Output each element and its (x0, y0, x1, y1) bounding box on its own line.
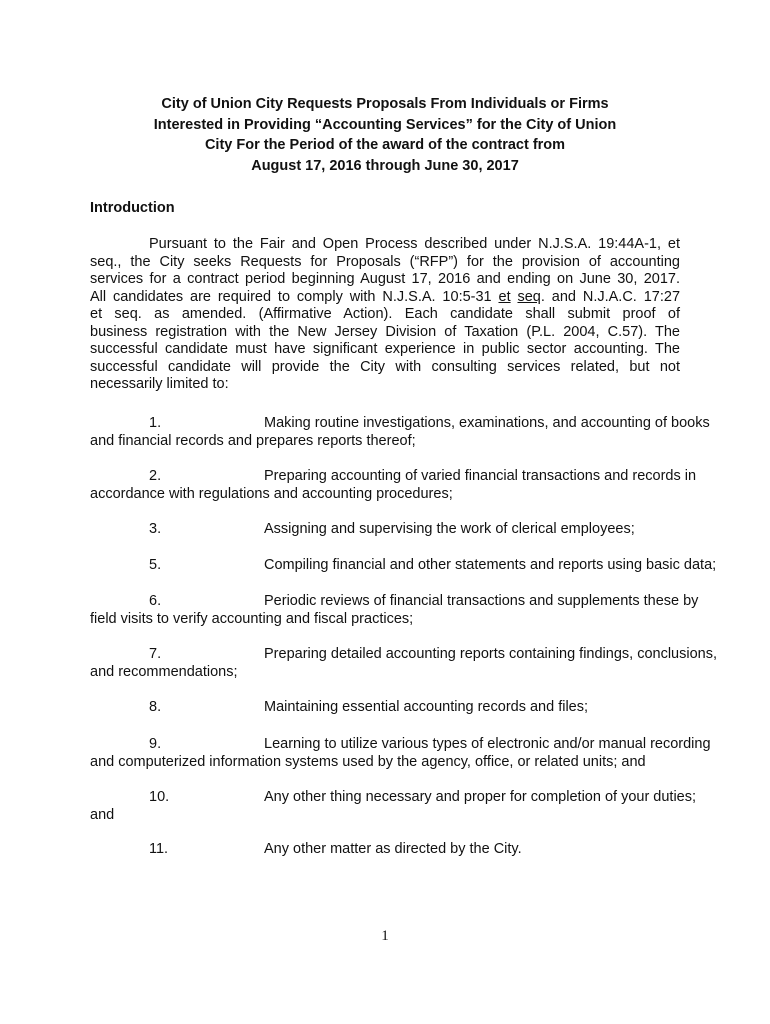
list-item-first-line (90, 699, 680, 717)
list-item-continuation: accordance with regulations and accounting procedures; (90, 485, 453, 502)
list-item (90, 593, 699, 628)
paragraph-line-citation (90, 289, 680, 307)
et-underlined: et (498, 288, 511, 305)
title-line-2: Interested in Providing “Accounting Services” for the City of Union (153, 116, 617, 133)
list-item-text: Making routine investigations, examinations, and accounting of books (264, 415, 710, 431)
list-item-continuation: field visits to verify accounting and fiscal practices; (90, 610, 414, 627)
list-item-number: 7. (149, 646, 162, 662)
title-line-1: City of Union City Requests Proposals From Individuals or Firms (161, 96, 609, 112)
list-item-number: 10. (149, 789, 170, 805)
list-item-number: 11. (149, 841, 169, 857)
list-item (90, 521, 680, 539)
page-number: 1 (381, 928, 389, 944)
title-line-3: City For the Period of the award of the contract from (204, 137, 566, 153)
list-item-first-line (90, 468, 697, 486)
list-item-first-line (90, 415, 710, 433)
list-item-number: 5. (149, 557, 162, 573)
list-item-number: 1. (149, 415, 162, 431)
list-item (90, 415, 710, 450)
citation-text: All candidates are required to comply with N.J.S.A. 10:5-31 (90, 288, 499, 305)
list-item (90, 557, 717, 575)
seq-underlined: seq (517, 288, 541, 305)
list-item-number: 8. (149, 699, 162, 715)
list-item (90, 736, 711, 771)
list-item-text: Assigning and supervising the work of clerical employees; (264, 521, 635, 537)
list-item-number: 9. (149, 736, 162, 752)
list-item-text: Preparing detailed accounting reports containing findings, conclusions, (264, 646, 718, 662)
paragraph-line: services for a contract period beginning August 17, 2016 and ending on June 30, 2017. (90, 271, 680, 287)
list-item-first-line (90, 521, 680, 539)
list-item-continuation: and financial records and prepares reports thereof; (90, 432, 416, 449)
paragraph-line: et seq. as amended. (Affirmative Action). Each candidate shall submit proof of (90, 306, 680, 322)
list-item-first-line (90, 646, 718, 664)
list-item-text: Any other thing necessary and proper for completion of your duties; (264, 789, 697, 805)
introduction-paragraph (90, 236, 680, 394)
list-item-first-line (90, 789, 697, 807)
paragraph-line: necessarily limited to: (90, 376, 229, 392)
list-item-number: 3. (149, 521, 162, 537)
list-item (90, 646, 718, 681)
list-item-text: Preparing accounting of varied financial transactions and records in (264, 468, 697, 484)
paragraph-line: successful candidate will provide the City with consulting services related, but not (90, 358, 680, 375)
list-item-continuation: and computerized information systems used by the agency, office, or related units; and (90, 753, 646, 770)
title-line-4: August 17, 2016 through June 30, 2017 (251, 157, 519, 174)
list-item (90, 468, 697, 503)
list-item-continuation: and (90, 806, 115, 823)
paragraph-line: seq., the City seeks Requests for Proposals (“RFP”) for the provision of accounting (90, 253, 680, 270)
list-item-text: Learning to utilize various types of electronic and/or manual recording (264, 736, 711, 752)
list-item-number: 2. (149, 468, 162, 484)
document-title (80, 94, 690, 176)
list-item-continuation: and recommendations; (90, 663, 238, 680)
list-item-first-line (90, 841, 680, 859)
list-item-text: Any other matter as directed by the City. (264, 841, 522, 857)
list-item (90, 841, 680, 859)
list-item-text: Compiling financial and other statements and reports using basic data; (264, 557, 717, 573)
section-heading-introduction: Introduction (90, 200, 175, 216)
paragraph-line: business registration with the New Jersey Division of Taxation (P.L. 2004, C.57). The (90, 323, 680, 340)
list-item (90, 789, 697, 824)
list-item-first-line (90, 557, 717, 575)
citation-tail: . and N.J.A.C. 17:27 (540, 288, 681, 305)
paragraph-line: Pursuant to the Fair and Open Process described under N.J.S.A. 19:44A-1, et (149, 236, 680, 252)
list-item-number: 6. (149, 593, 162, 609)
list-item-text: Periodic reviews of financial transactions and supplements these by (264, 593, 699, 609)
list-item-first-line (90, 736, 711, 754)
paragraph-line: successful candidate must have significant experience in public sector accounting. The (90, 341, 680, 357)
list-item-first-line (90, 593, 699, 611)
list-item (90, 699, 680, 717)
list-item-text: Maintaining essential accounting records and files; (264, 699, 589, 715)
